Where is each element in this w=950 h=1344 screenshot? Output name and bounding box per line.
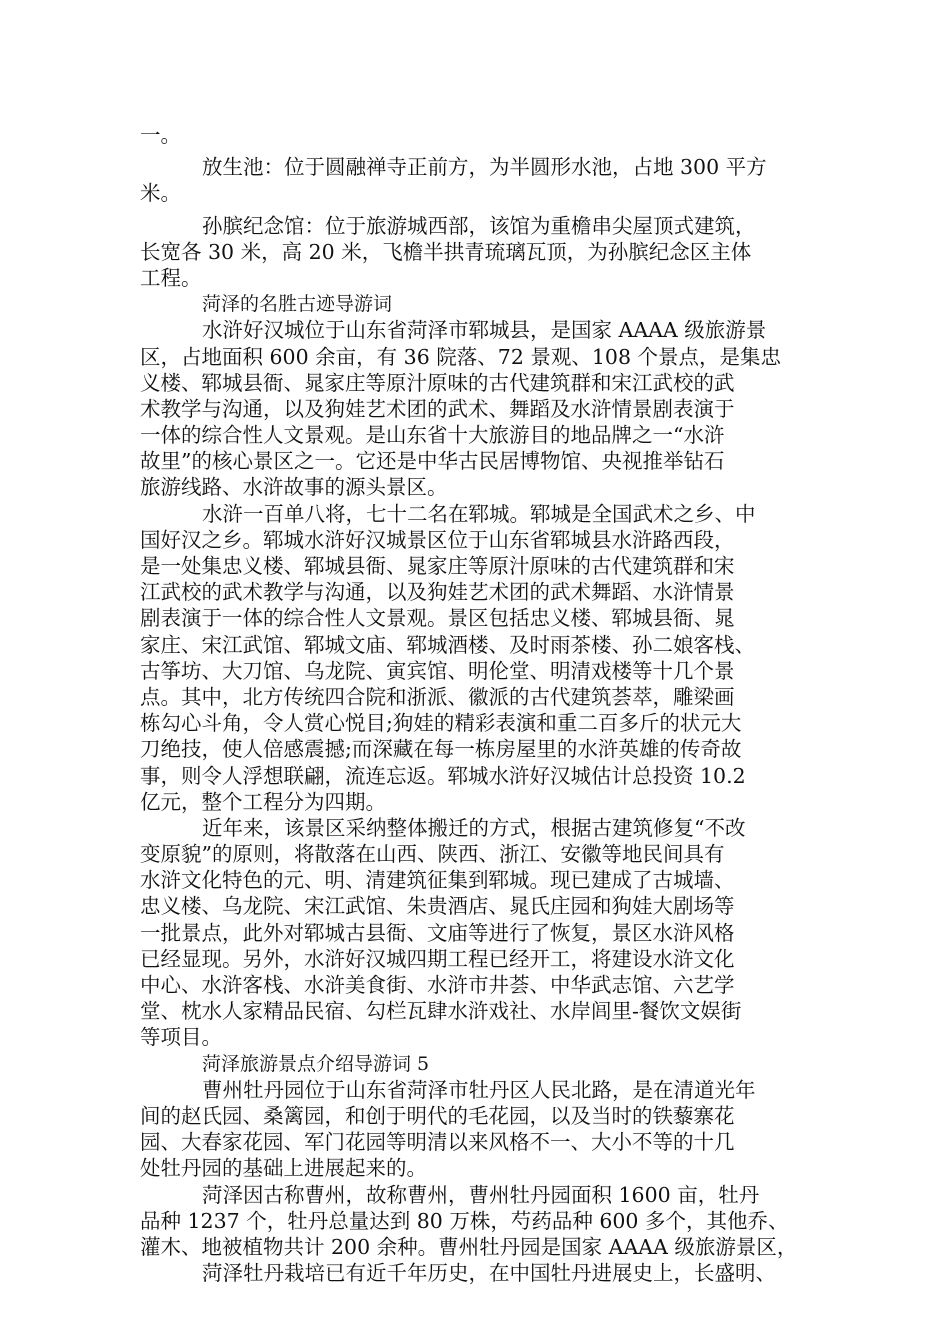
- text-line: 处牡丹园的基础上进展起来的。: [140, 1156, 427, 1181]
- body-text: [140, 122, 830, 1286]
- text-line: 已经显现。另外，水浒好汉城四期工程已经开工，将建设水浒文化: [140, 946, 735, 971]
- text-line: 园、大春家花园、军门花园等明清以来风格不一、大小不等的十几: [140, 1130, 735, 1155]
- text-line: 古筝坊、大刀馆、乌龙院、寅宾馆、明伦堂、明清戏楼等十几个景: [140, 658, 735, 683]
- paragraph-first-line: 曹州牡丹园位于山东省菏泽市牡丹区人民北路，是在清道光年: [202, 1077, 756, 1102]
- text-line: 术教学与沟通，以及狗娃艺术团的武术、舞蹈及水浒情景剧表演于: [140, 396, 735, 421]
- paragraph-first-line: 近年来，该景区采纳整体搬迁的方式，根据古建筑修复“不改: [202, 815, 746, 840]
- text-line: 一批景点，此外对郓城古县衙、文庙等进行了恢复，景区水浒风格: [140, 920, 735, 945]
- text-line: 国好汉之乡。郓城水浒好汉城景区位于山东省郓城县水浒路西段，: [140, 527, 735, 552]
- text-line: 亿元，整个工程分为四期。: [140, 789, 386, 814]
- text-line: 间的赵氏园、桑篱园，和创于明代的毛花园，以及当时的铁藜寨花: [140, 1103, 735, 1128]
- text-line: 点。其中，北方传统四合院和浙派、徽派的古代建筑荟萃，雕梁画: [140, 684, 735, 709]
- text-line: 等项目。: [140, 1025, 222, 1050]
- paragraph-first-line: 放生池：位于圆融禅寺正前方，为半圆形水池，占地 300 平方: [202, 155, 767, 180]
- text-line: 区，占地面积 600 余亩，有 36 院落、72 景观、108 个景点，是集忠: [140, 344, 782, 369]
- text-line: 品种 1237 个，牡丹总量达到 80 万株，芍药品种 600 多个，其他乔、: [140, 1208, 789, 1233]
- paragraph-first-line: 菏泽牡丹栽培已有近千年历史，在中国牡丹进展史上，长盛明、: [202, 1261, 776, 1286]
- text-line: 是一处集忠义楼、郓城县衙、晁家庄等原汁原味的古代建筑群和宋: [140, 554, 735, 578]
- text-line: 长宽各 30 米，高 20 米，飞檐半拱青琉璃瓦顶，为孙膑纪念区主体: [140, 239, 752, 264]
- text-line: 故里”的核心景区之一。它还是中华古民居博物馆、央视推举钻石: [140, 449, 725, 474]
- text-line: 家庄、宋江武馆、郓城文庙、郓城酒楼、及时雨茶楼、孙二娘客栈、: [140, 632, 755, 657]
- text-line: 一体的综合性人文景观。是山东省十大旅游目的地品牌之一“水浒: [140, 423, 725, 448]
- text-line: 事，则令人浮想联翩，流连忘返。郓城水浒好汉城估计总投资 10.2: [140, 763, 746, 788]
- paragraph-first-line: 水浒一百单八将，七十二名在郓城。郓城是全国武术之乡、中: [202, 501, 756, 526]
- text-line: 刀绝技，使人倍感震撼;而深藏在每一栋房屋里的水浒英雄的传奇故: [140, 737, 742, 762]
- text-line: 工程。: [140, 265, 202, 290]
- section-heading: 菏泽旅游景点介绍导游词 5: [202, 1052, 430, 1075]
- paragraph-first-line: 水浒好汉城位于山东省菏泽市郓城县，是国家 AAAA 级旅游景: [202, 318, 767, 343]
- text-line: 堂、枕水人家精品民宿、勾栏瓦肆水浒戏社、水岸闾里-餐饮文娱街: [140, 999, 742, 1024]
- text-line: 变原貌”的原则，将散落在山西、陕西、浙江、安徽等地民间具有: [140, 842, 725, 867]
- section-heading: 菏泽的名胜古迹导游词: [202, 293, 393, 316]
- text-line: 灌木、地被植物共计 200 余种。曹州牡丹园是国家 AAAA 级旅游景区，: [140, 1234, 798, 1259]
- text-line: 一。: [140, 123, 181, 147]
- text-line: 江武校的武术教学与沟通，以及狗娃艺术团的武术舞蹈、水浒情景: [140, 580, 735, 605]
- text-line: 义楼、郓城县衙、晁家庄等原汁原味的古代建筑群和宋江武校的武: [140, 370, 735, 395]
- text-line: 栋勾心斗角，令人赏心悦目;狗娃的精彩表演和重二百多斤的状元大: [140, 711, 742, 736]
- text-line: 剧表演于一体的综合性人文景观。景区包括忠义楼、郓城县衙、晁: [140, 606, 735, 631]
- text-line: 忠义楼、乌龙院、宋江武馆、朱贵酒店、晁氏庄园和狗娃大剧场等: [140, 894, 735, 919]
- paragraph-first-line: 孙膑纪念馆：位于旅游城西部，该馆为重檐串尖屋顶式建筑，: [202, 213, 756, 238]
- text-line: 中心、水浒客栈、水浒美食街、水浒市井荟、中华武志馆、六艺学: [140, 973, 735, 997]
- text-line: 水浒文化特色的元、明、清建筑征集到郓城。现已建成了古城墙、: [140, 868, 735, 893]
- text-line: 米。: [140, 181, 181, 206]
- text-line: 旅游线路、水浒故事的源头景区。: [140, 475, 448, 500]
- paragraph-first-line: 菏泽因古称曹州，故称曹州，曹州牡丹园面积 1600 亩，牡丹: [202, 1182, 760, 1207]
